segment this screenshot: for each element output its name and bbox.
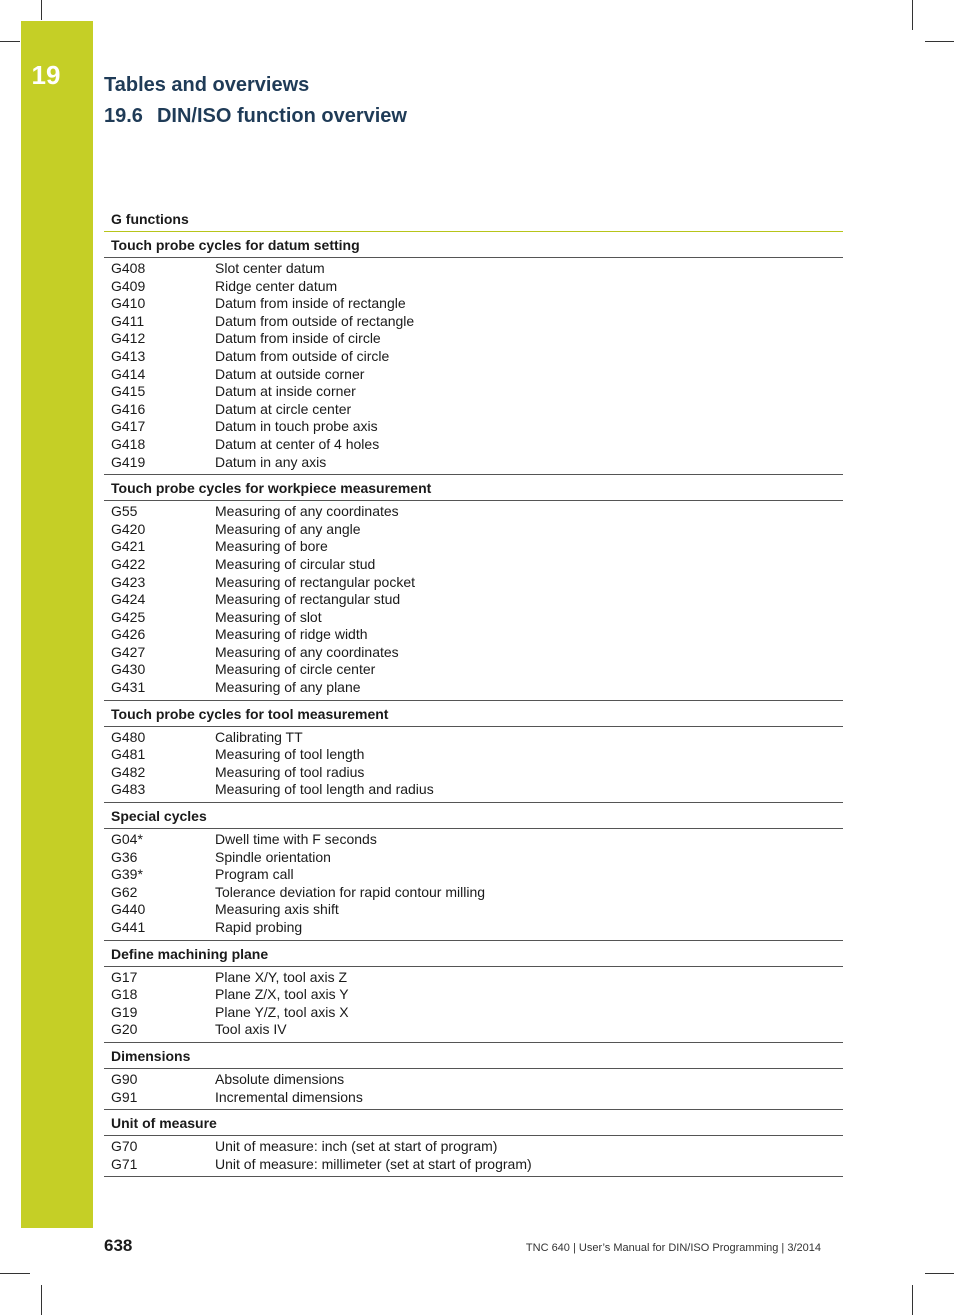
group-body [104,967,843,1043]
g-code-description: Measuring of tool radius [215,763,365,780]
g-code-description: Plane X/Y, tool axis Z [215,968,348,985]
table-row [104,454,843,472]
g-code: G36 [111,848,138,865]
g-code: G430 [111,661,146,678]
g-code-description: Dwell time with F seconds [215,831,377,848]
table-row [104,278,843,296]
g-code-description: Datum at inside corner [215,383,356,400]
table-row [104,986,843,1004]
g-code-description: Datum at center of 4 holes [215,435,380,452]
g-code-description: Datum in any axis [215,453,327,470]
section-title-text: DIN/ISO function overview [156,105,407,127]
g-code: G482 [111,763,146,780]
g-code: G441 [111,919,146,935]
table-row [104,401,843,419]
table-row [104,764,843,782]
group-body [104,829,843,941]
g-code: G62 [111,883,138,900]
table-row [104,849,843,867]
g-code-description: Measuring of rectangular pocket [215,573,415,590]
table-row [104,831,843,849]
g-code: G19 [111,1003,138,1020]
table-row [104,313,843,331]
g-code: G419 [111,453,146,470]
group-body [104,727,843,803]
crop-mark [925,41,954,42]
crop-mark [912,0,913,30]
g-code: G418 [111,435,146,452]
section-number: 19.6 [104,105,143,127]
g-code-description: Calibrating TT [215,728,303,745]
table-row [104,729,843,747]
g-code: G421 [111,538,146,555]
g-code: G440 [111,901,146,918]
g-code: G91 [111,1088,138,1105]
g-code-description: Datum at circle center [215,400,352,417]
g-code-description: Datum from outside of rectangle [215,312,415,329]
crop-mark [0,41,20,42]
group-heading: Unit of measure [104,1110,843,1136]
g-code-description: Measuring of any angle [215,520,361,537]
table-row [104,781,843,799]
table-row [104,919,843,937]
crop-mark [41,1285,42,1315]
g-code: G411 [111,312,145,329]
g-code: G416 [111,400,146,417]
g-code-description: Measuring of circle center [215,661,376,678]
crop-mark [912,1285,913,1315]
group-body [104,1136,843,1177]
g-code: G481 [111,746,146,763]
group-body [104,258,843,475]
g-code: G415 [111,383,146,400]
group-heading: Touch probe cycles for workpiece measurement [104,475,843,501]
g-code-description: Measuring of bore [215,538,328,555]
g-code-description: Slot center datum [215,260,325,276]
table-row [104,295,843,313]
g-code-description: Tolerance deviation for rapid contour milling [215,883,486,900]
g-code-description: Absolute dimensions [215,1070,345,1087]
g-code: G413 [111,347,146,364]
table-row [104,1071,843,1089]
g-code: G417 [111,418,146,435]
g-code: G423 [111,573,146,590]
table-row [104,1021,843,1039]
g-code-description: Rapid probing [215,919,303,935]
table-row [104,644,843,662]
g-code: G431 [111,679,146,696]
g-code-description: Measuring axis shift [215,901,339,918]
g-code-description: Datum in touch probe axis [215,418,378,435]
table-row [104,574,843,592]
g-code-description: Datum from inside of circle [215,330,381,347]
g-code: G420 [111,520,146,537]
g-code: G20 [111,1021,138,1038]
g-code-description: Program call [215,866,294,883]
table-row [104,746,843,764]
table-row [104,1156,843,1174]
table-row [104,366,843,384]
g-code-description: Measuring of tool length [215,746,365,763]
table-row [104,1138,843,1156]
g-code: G70 [111,1138,138,1155]
group-heading: Dimensions [104,1043,843,1069]
g-code: G426 [111,626,146,643]
g-code-description: Measuring of any coordinates [215,643,399,660]
g-code-description: Measuring of circular stud [215,555,376,572]
g-code-description: Datum from inside of rectangle [215,295,406,312]
g-code: G483 [111,781,146,798]
table-row [104,330,843,348]
g-code-description: Measuring of rectangular stud [215,591,401,608]
g-code: G39* [111,866,143,883]
g-code: G408 [111,260,146,276]
g-functions-table [104,208,843,1177]
table-row [104,969,843,987]
crop-mark [41,0,42,20]
group-heading: Define machining plane [104,941,843,967]
g-code: G90 [111,1070,138,1087]
g-code: G409 [111,277,146,294]
g-code-description: Tool axis IV [215,1021,287,1038]
g-code-description: Unit of measure: inch (set at start of program) [215,1138,498,1155]
g-code-description: Spindle orientation [215,848,331,865]
table-row [104,626,843,644]
g-code: G424 [111,591,146,608]
g-code: G55 [111,503,138,520]
g-code-description: Plane Z/X, tool axis Y [215,986,349,1003]
table-row [104,538,843,556]
g-code-description: Incremental dimensions [215,1088,363,1105]
table-row [104,679,843,697]
group-heading: Touch probe cycles for tool measurement [104,701,843,727]
section-title [104,103,407,129]
g-code: G480 [111,728,146,745]
group-body [104,501,843,701]
table-row [104,503,843,521]
group-heading: Special cycles [104,803,843,829]
table-row [104,418,843,436]
group-heading: Touch probe cycles for datum setting [104,232,843,258]
table-row [104,556,843,574]
crop-mark [925,1273,954,1274]
table-row [104,348,843,366]
g-code-description: Measuring of slot [215,608,322,625]
table-row [104,591,843,609]
footer-text: TNC 640 | User’s Manual for DIN/ISO Programming | 3/2014 [525,1242,821,1254]
g-code: G425 [111,608,146,625]
chapter-title: Tables and overviews [104,74,310,96]
table-row [104,866,843,884]
table-row [104,521,843,539]
table-row [104,1004,843,1022]
group-body [104,1069,843,1110]
table-row [104,436,843,454]
g-code: G71 [111,1155,138,1172]
table-row [104,661,843,679]
table-row [104,1089,843,1107]
g-code-description: Ridge center datum [215,277,338,294]
g-code-description: Unit of measure: millimeter (set at start of program) [215,1155,532,1172]
table-row [104,884,843,902]
table-row [104,609,843,627]
g-code-description: Measuring of ridge width [215,626,368,643]
chapter-sidebar [21,21,93,1228]
page-number: 638 [104,1236,133,1255]
g-code-description: Datum from outside of circle [215,347,390,364]
g-code-description: Plane Y/Z, tool axis X [215,1003,349,1020]
g-code: G427 [111,643,146,660]
g-code: G18 [111,986,138,1003]
table-title: G functions [104,208,843,232]
g-code: G410 [111,295,146,312]
table-row [104,901,843,919]
g-code: G04* [111,831,143,848]
g-code-description: Datum at outside corner [215,365,365,382]
g-code: G422 [111,555,146,572]
g-code: G412 [111,330,146,347]
table-row [104,260,843,278]
chapter-number: 19 [31,60,61,90]
g-code-description: Measuring of tool length and radius [215,781,434,798]
g-code-description: Measuring of any coordinates [215,503,399,520]
table-row [104,383,843,401]
g-code: G414 [111,365,146,382]
crop-mark [0,1273,30,1274]
g-code-description: Measuring of any plane [215,679,361,696]
g-code: G17 [111,968,138,985]
